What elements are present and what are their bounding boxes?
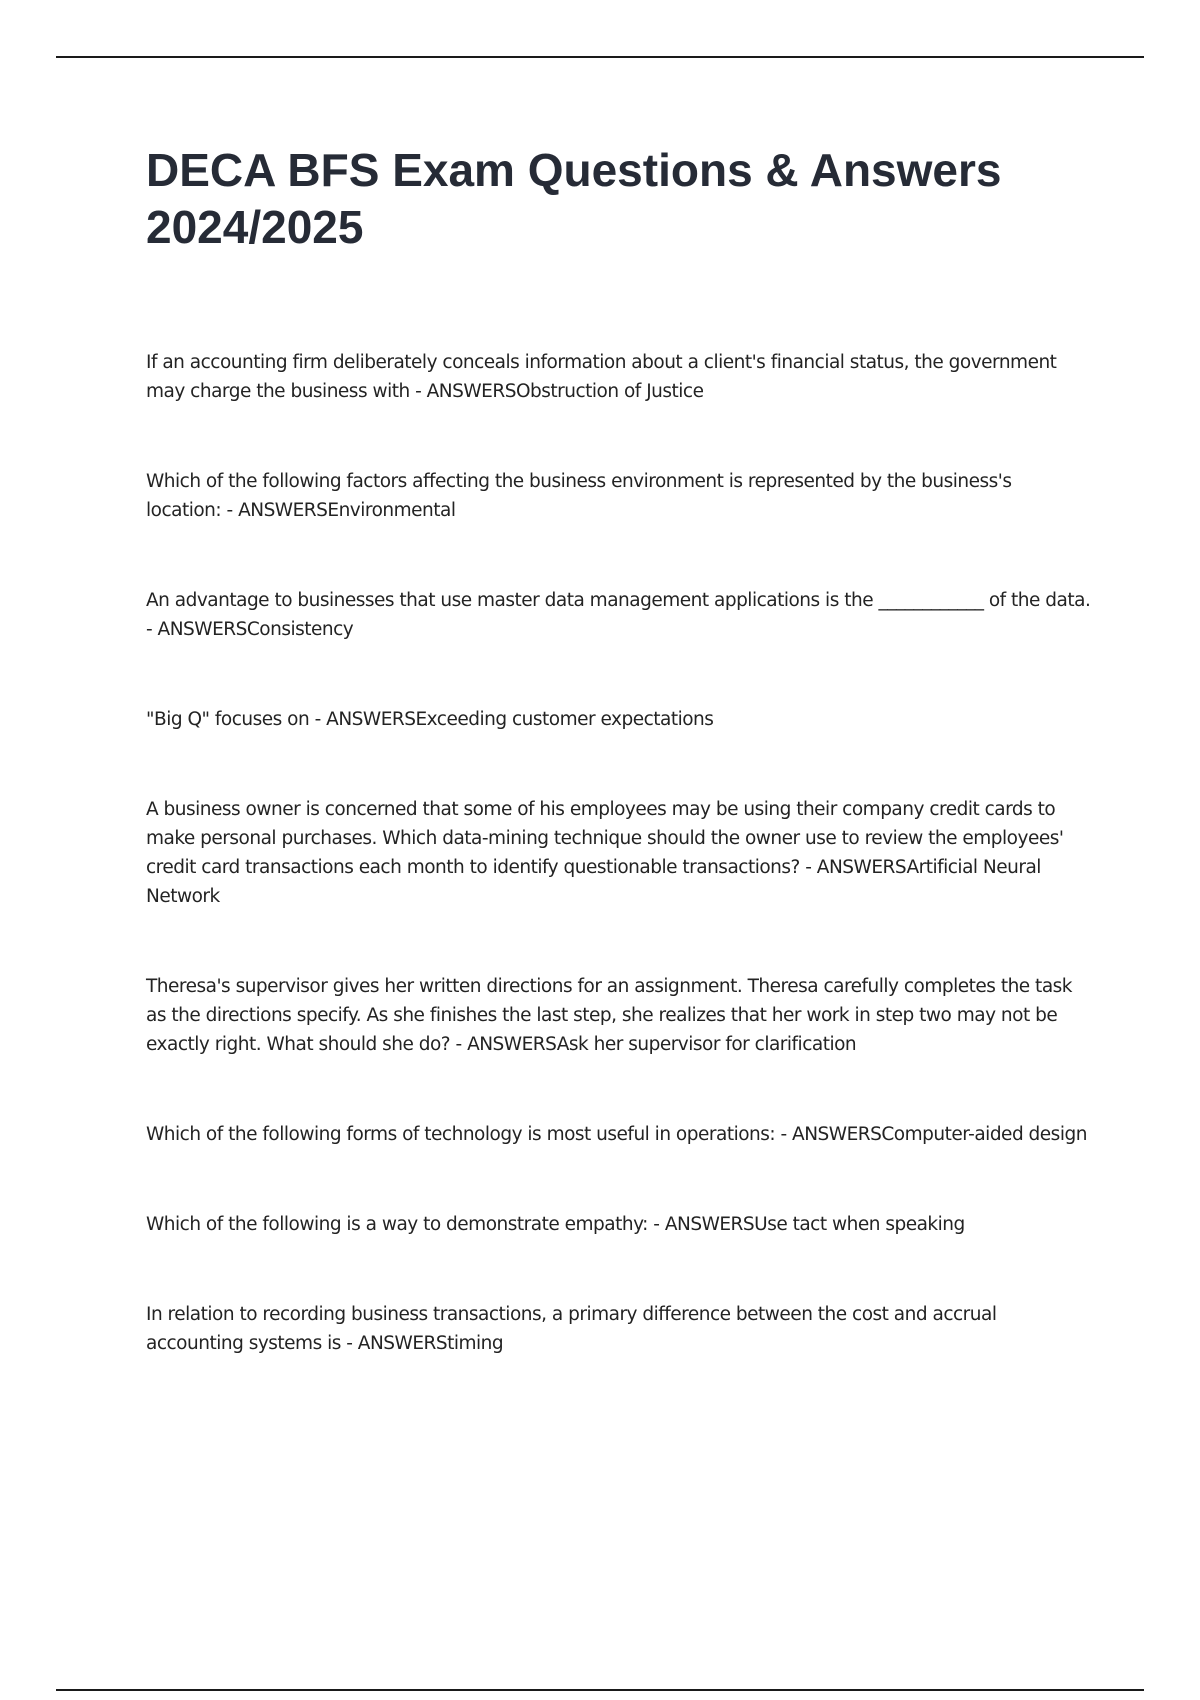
qa-item-6: Theresa's supervisor gives her written directions for an assignment. Theresa carefully completes the task as the directions specify. As she finishes the last step, she realizes that her work in step two may not be exactly right. What should she do? - ANSWERSAsk her supervisor for clarification — [146, 976, 1073, 1055]
qa-item-5: A business owner is concerned that some of his employees may be using their company credit cards to make personal purchases. Which data-mining technique should the owner use to review the employees' credit card transactions each month to identify questionable transactions? - ANSWERSArtificial Neural Network — [146, 799, 1064, 907]
qa-item-2: Which of the following factors affecting the business environment is represented by the business's location: - ANSWERSEnvironmental — [146, 471, 1012, 521]
top-rule — [56, 56, 1144, 58]
qa-item-7: Which of the following forms of technology is most useful in operations: - ANSWERSComputer-aided design — [146, 1124, 1087, 1145]
bottom-rule — [56, 1689, 1144, 1691]
qa-item-3: An advantage to businesses that use master data management applications is the ____________ of the data. - ANSWERSConsistency — [146, 590, 1091, 640]
qa-item-1: If an accounting firm deliberately conceals information about a client's financial status, the government may charge the business with - ANSWERSObstruction of Justice — [146, 352, 1057, 402]
qa-item-4: "Big Q" focuses on - ANSWERSExceeding customer expectations — [146, 709, 714, 730]
qa-item-8: Which of the following is a way to demonstrate empathy: - ANSWERSUse tact when speaking — [146, 1214, 965, 1235]
qa-item-9: In relation to recording business transactions, a primary difference between the cost and accrual accounting systems is - ANSWERStiming — [146, 1304, 997, 1354]
document-title: DECA BFS Exam Questions & Answers 2024/2025 — [146, 144, 1002, 253]
qa-list — [146, 348, 1091, 1419]
